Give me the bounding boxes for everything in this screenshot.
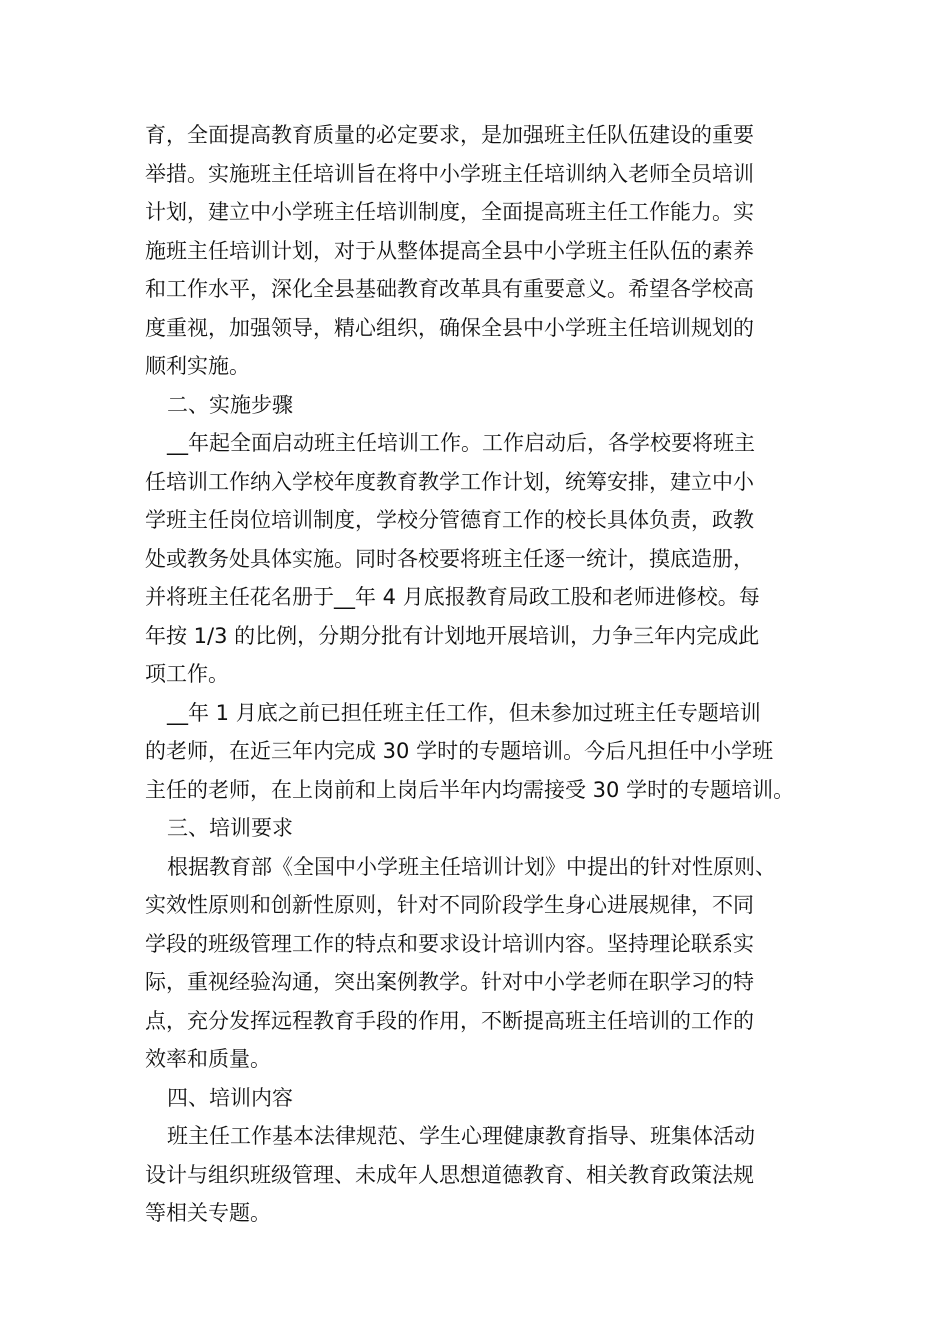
text-line: 年按 1/3 的比例，分期分批有计划地开展培训，力争三年内完成此 bbox=[145, 623, 760, 648]
text-line: 等相关专题。 bbox=[145, 1201, 271, 1225]
text-line: 实效性原则和创新性原则，针对不同阶段学生身心进展规律，不同 bbox=[145, 893, 754, 917]
text-line: 的老师，在近三年内完成 30 学时的专题培训。今后凡担任中小学班 bbox=[145, 739, 774, 763]
text-line: 际，重视经验沟通，突出案例教学。针对中小学老师在职学习的特 bbox=[145, 970, 754, 994]
text-line: 学班主任岗位培训制度，学校分管德育工作的校长具体负责，政教 bbox=[145, 508, 754, 532]
text-line: 点，充分发挥远程教育手段的作用，不断提高班主任培训的工作的 bbox=[145, 1008, 754, 1033]
text-line: 施班主任培训计划，对于从整体提高全县中小学班主任队伍的素养 bbox=[145, 238, 754, 263]
document-body bbox=[145, 116, 813, 1233]
section-heading: 三、培训要求 bbox=[167, 816, 293, 840]
text-line: 主任的老师，在上岗前和上岗后半年内均需接受 30 学时的专题培训。 bbox=[145, 777, 795, 802]
text-line: 和工作水平，深化全县基础教育改革具有重要意义。希望各学校高 bbox=[145, 277, 754, 301]
text-line: 根据教育部《全国中小学班主任培训计划》中提出的针对性原则、 bbox=[167, 854, 776, 879]
section-heading: 二、实施步骤 bbox=[167, 392, 293, 417]
text-line: 度重视，加强领导，精心组织，确保全县中小学班主任培训规划的 bbox=[145, 315, 754, 340]
text-line: 任培训工作纳入学校年度教育教学工作计划，统筹安排，建立中小 bbox=[145, 469, 754, 494]
section-heading: 四、培训内容 bbox=[167, 1085, 293, 1110]
text-line: 处或教务处具体实施。同时各校要将班主任逐一统计，摸底造册， bbox=[145, 546, 754, 571]
text-line: 学段的班级管理工作的特点和要求设计培训内容。坚持理论联系实 bbox=[145, 931, 754, 956]
text-line: 效率和质量。 bbox=[145, 1047, 271, 1071]
text-line: 班主任工作基本法律规范、学生心理健康教育指导、班集体活动 bbox=[167, 1124, 755, 1148]
text-line: __年起全面启动班主任培训工作。工作启动后，各学校要将班主 bbox=[167, 431, 755, 455]
text-line: 育，全面提高教育质量的必定要求，是加强班主任队伍建设的重要 bbox=[145, 123, 754, 147]
text-line: 并将班主任花名册于__年 4 月底报教育局政工股和老师进修校。每 bbox=[145, 585, 760, 609]
text-line: __年 1 月底之前已担任班主任工作，但未参加过班主任专题培训 bbox=[167, 700, 761, 725]
text-line: 顺利实施。 bbox=[145, 354, 250, 378]
text-line: 计划，建立中小学班主任培训制度，全面提高班主任工作能力。实 bbox=[145, 200, 754, 224]
text-line: 设计与组织班级管理、未成年人思想道德教育、相关教育政策法规 bbox=[145, 1162, 754, 1187]
text-line: 举措。实施班主任培训旨在将中小学班主任培训纳入老师全员培训 bbox=[145, 161, 754, 186]
text-line: 项工作。 bbox=[145, 662, 229, 686]
